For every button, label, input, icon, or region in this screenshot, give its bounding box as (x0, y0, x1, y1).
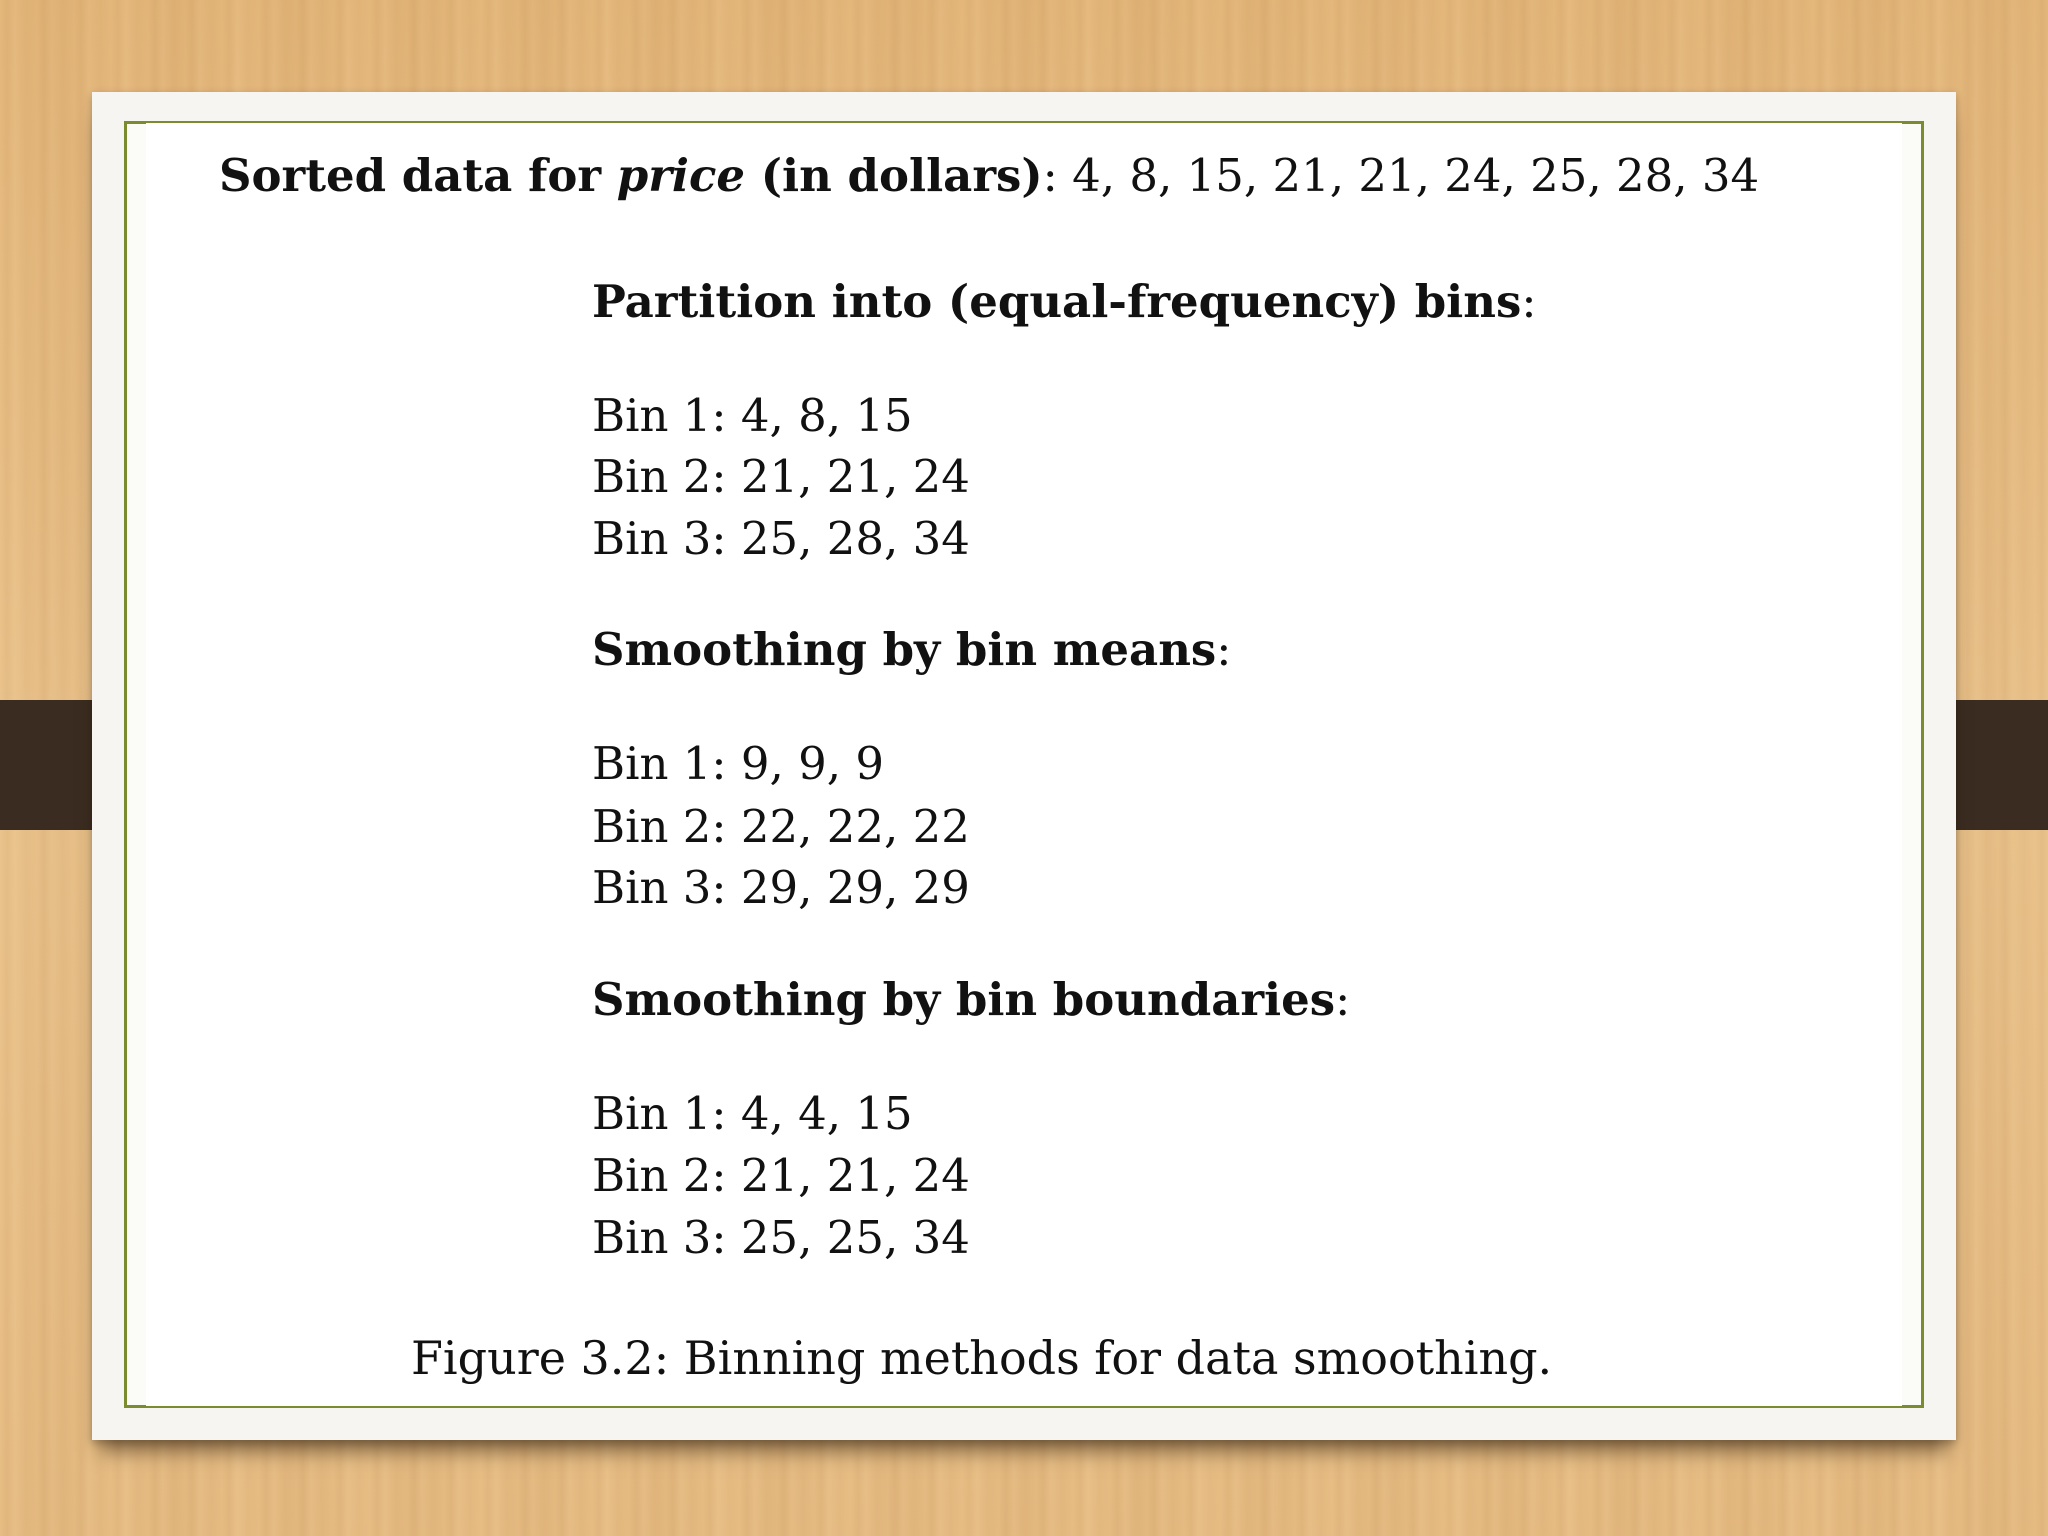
section-heading-colon: : (1335, 973, 1351, 1026)
section-heading-colon: : (1216, 623, 1232, 676)
bin-line: Bin 2: 21, 21, 24 (592, 1149, 970, 1202)
section-heading-text: Partition into (equal-frequency) bins (592, 275, 1522, 328)
bin-line: Bin 1: 4, 8, 15 (592, 389, 913, 442)
price-word: price (616, 149, 746, 202)
section-heading-means (592, 623, 1232, 676)
bin-line: Bin 2: 21, 21, 24 (592, 450, 970, 503)
figure-caption: Figure 3.2: Binning methods for data smoothing. (411, 1331, 1553, 1385)
sorted-data-label: Sorted data for (219, 149, 617, 202)
bin-line: Bin 3: 25, 25, 34 (592, 1211, 970, 1264)
sorted-data-values: 4, 8, 15, 21, 21, 24, 25, 28, 34 (1057, 149, 1760, 202)
bin-line: Bin 1: 9, 9, 9 (592, 737, 884, 790)
sorted-data-unit: (in dollars) (745, 149, 1043, 202)
sorted-data-line (219, 149, 1760, 202)
section-heading-boundaries (592, 973, 1351, 1026)
section-heading-text: Smoothing by bin boundaries (592, 973, 1336, 1026)
bin-line: Bin 1: 4, 4, 15 (592, 1087, 913, 1140)
figure-content (146, 123, 1902, 1406)
section-heading-colon: : (1521, 275, 1537, 328)
bin-line: Bin 3: 29, 29, 29 (592, 861, 970, 914)
sorted-data-colon: : (1042, 149, 1058, 202)
bin-line: Bin 2: 22, 22, 22 (592, 800, 970, 853)
section-heading-text: Smoothing by bin means (592, 623, 1217, 676)
section-heading-partition (592, 275, 1537, 328)
bin-line: Bin 3: 25, 28, 34 (592, 512, 970, 565)
